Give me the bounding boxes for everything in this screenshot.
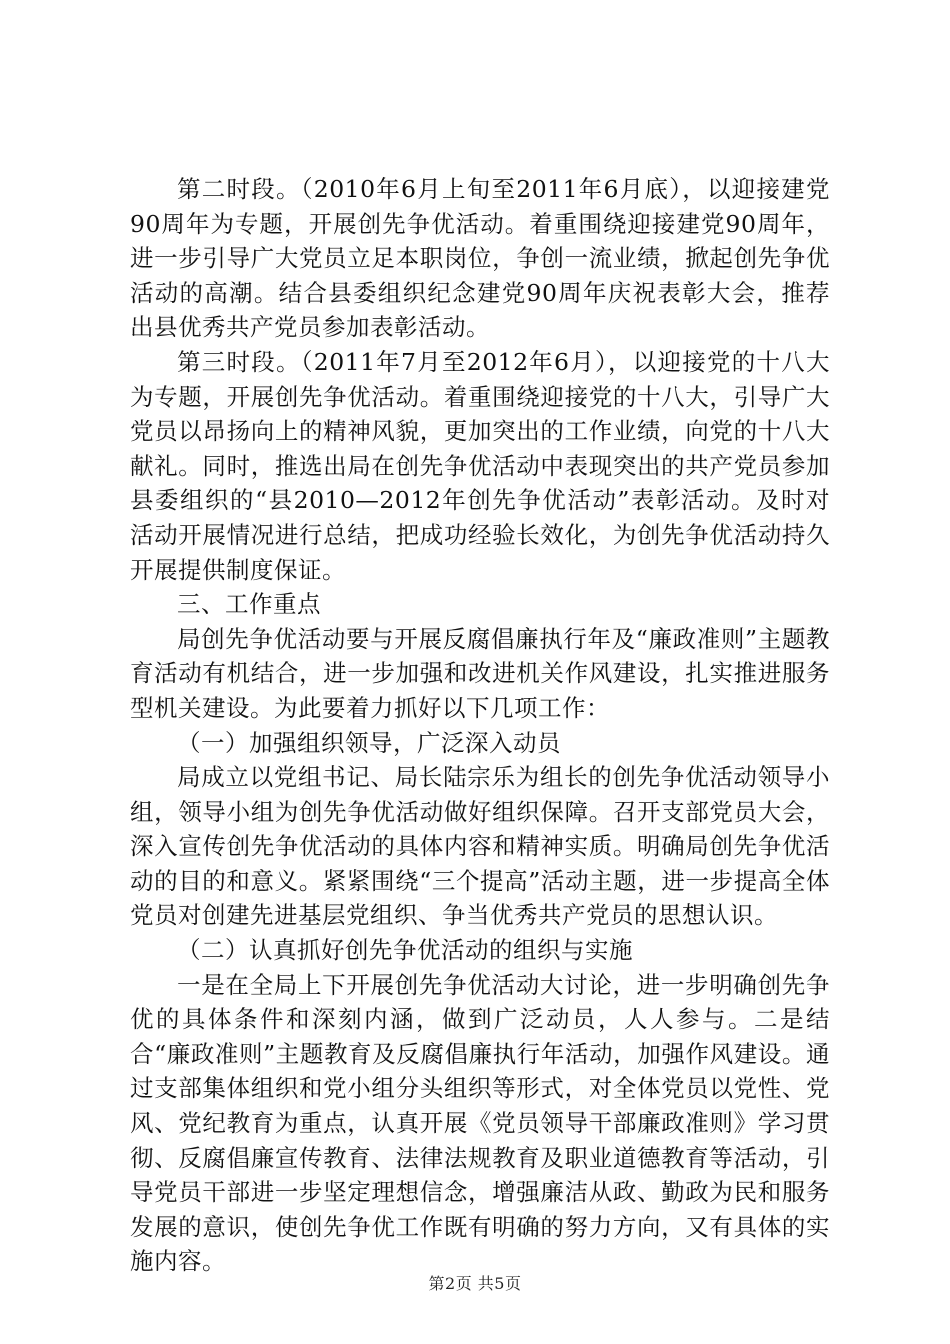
paragraph-implementation-detail: 一是在全局上下开展创先争优活动大讨论，进一步明确创先争优的具体条件和深刻内涵，做到广泛动员，人人参与。二是结合“廉政准则”主题教育及反腐倡廉执行年活动，加强作风建设。通过支部集体组织和党小组分头组织等形式，对全体党员以党性、党风、党纪教育为重点，认真开展《党员领导干部廉政准则》学习贯彻、反腐倡廉宣传教育、法律法规教育及职业道德教育等活动，引导党员干部进一步坚定理想信念，增强廉洁从政、勤政为民和服务发展的意识，使创先争优工作既有明确的努力方向，又有具体的实施内容。 [130,970,830,1276]
paragraph-leadership-group: 局成立以党组书记、局长陆宗乐为组长的创先争优活动领导小组，领导小组为创先争优活动做好组织保障。召开支部党员大会，深入宣传创先争优活动的具体内容和精神实质。明确局创先争优活动的目的和意义。紧紧围绕“三个提高”活动主题，进一步提高全体党员对创建先进基层党组织、争当优秀共产党员的思想认识。 [130,763,830,930]
subheading-organization-leadership: （一）加强组织领导，广泛深入动员 [177,728,561,757]
subheading-organization-implementation: （二）认真抓好创先争优活动的组织与实施 [177,936,633,965]
document-body [130,172,830,1279]
section-heading-work-focus: 三、工作重点 [177,590,321,619]
page-number-footer: 第2页 共5页 [428,1274,522,1293]
paragraph-work-focus-intro: 局创先争优活动要与开展反腐倡廉执行年及“廉政准则”主题教育活动有机结合，进一步加强和改进机关作风建设，扎实推进服务型机关建设。为此要着力抓好以下几项工作： [130,624,830,722]
paragraph-second-period: 第二时段。（2010年6月上旬至2011年6月底），以迎接建党90周年为专题，开展创先争优活动。着重围绕迎接建党90周年，进一步引导广大党员立足本职岗位，争创一流业绩，掀起创先争优活动的高潮。结合县委组织纪念建党90周年庆祝表彰大会，推荐出县优秀共产党员参加表彰活动。 [130,175,830,342]
paragraph-third-period: 第三时段。（2011年7月至2012年6月），以迎接党的十八大为专题，开展创先争优活动。着重围绕迎接党的十八大，引导广大党员以昂扬向上的精神风貌，更加突出的工作业绩，向党的十八大献礼。同时，推选出局在创先争优活动中表现突出的共产党员参加县委组织的“县2010—2012年创先争优活动”表彰活动。及时对活动开展情况进行总结，把成功经验长效化，为创先争优活动持久开展提供制度保证。 [130,347,830,584]
